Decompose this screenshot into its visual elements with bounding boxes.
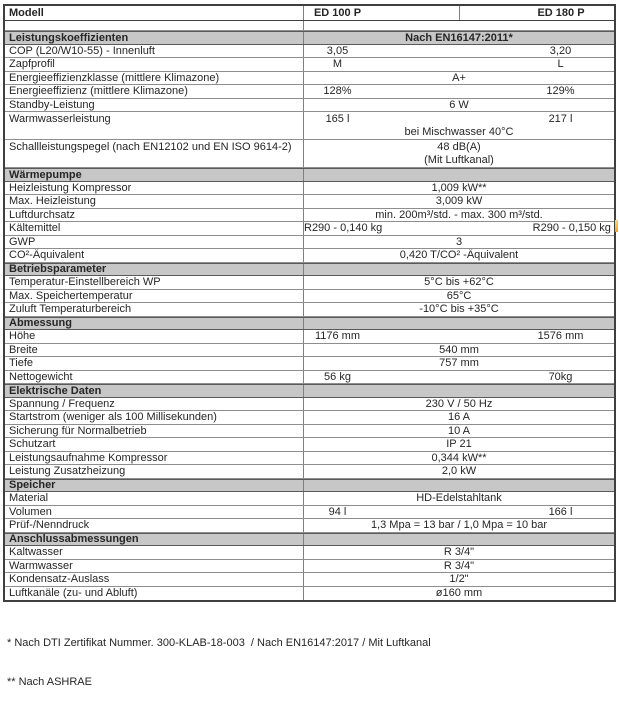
value-shared: 10 A xyxy=(447,424,471,437)
value-ed100p: M xyxy=(332,58,343,71)
row-values xyxy=(304,112,614,139)
value-line xyxy=(304,344,614,357)
table-row xyxy=(5,140,614,168)
table-row xyxy=(5,182,614,196)
value-shared: R 3/4" xyxy=(443,559,475,572)
table-row xyxy=(5,276,614,290)
table-row xyxy=(5,411,614,425)
row-label: Energieeffizienz (mittlere Klimazone) xyxy=(5,85,304,98)
row-label: Kältemittel xyxy=(5,222,304,235)
table-row xyxy=(5,546,614,560)
value-ed100p: 165 l xyxy=(325,113,350,125)
row-values xyxy=(304,330,614,343)
table-row xyxy=(5,236,614,250)
section-row xyxy=(5,31,614,45)
row-label: Spannung / Frequenz xyxy=(5,398,304,411)
value-ed180p: 217 l xyxy=(548,113,573,125)
row-values xyxy=(304,385,614,397)
value-line xyxy=(304,465,614,478)
table-row xyxy=(5,195,614,209)
table-row xyxy=(5,438,614,452)
row-label: Höhe xyxy=(5,330,304,343)
value-line xyxy=(304,72,614,85)
header-col-ed100p: ED 100 P xyxy=(313,7,362,19)
row-label: Tiefe xyxy=(5,357,304,370)
section-row xyxy=(5,168,614,182)
value-ed100p: 94 l xyxy=(328,505,347,518)
value-shared: 1/2" xyxy=(449,573,469,586)
value-ed180p: 70kg xyxy=(548,370,573,383)
value-line xyxy=(304,290,614,303)
row-label: Luftkanäle (zu- und Abluft) xyxy=(5,587,304,601)
value-line xyxy=(304,371,614,384)
table-row xyxy=(5,587,614,601)
table-body xyxy=(5,21,614,600)
value-shared: Nach EN16147:2011* xyxy=(405,31,513,44)
table-row xyxy=(5,357,614,371)
value-note: bei Mischwasser 40°C xyxy=(404,126,514,138)
value-line xyxy=(304,276,614,289)
table-row xyxy=(5,45,614,59)
row-values xyxy=(304,276,614,289)
section-row xyxy=(5,479,614,493)
row-values xyxy=(304,264,614,276)
value-shared: R 3/4" xyxy=(443,546,475,559)
row-label: Standby-Leistung xyxy=(5,99,304,112)
row-values xyxy=(304,318,614,330)
row-label: CO²-Äquivalent xyxy=(5,249,304,262)
row-label: Betriebsparameter xyxy=(5,264,304,276)
value-line xyxy=(304,31,614,44)
row-values xyxy=(304,236,614,249)
highlight-artifact xyxy=(615,220,618,232)
row-values xyxy=(304,587,614,601)
row-values xyxy=(304,398,614,411)
row-label: Anschlussabmessungen xyxy=(5,534,304,546)
row-values xyxy=(304,303,614,316)
value-ed180p: 166 l xyxy=(548,505,573,518)
value-shared: 540 mm xyxy=(439,343,479,356)
table-row xyxy=(5,465,614,479)
row-label: Speicher xyxy=(5,480,304,492)
value-line xyxy=(304,126,614,139)
value-shared: 0,344 kW** xyxy=(431,451,487,464)
value-line xyxy=(304,519,614,532)
table-row xyxy=(5,222,614,236)
row-label: Leistungskoeffizienten xyxy=(5,32,304,44)
value-line xyxy=(304,209,614,222)
row-label: Max. Heizleistung xyxy=(5,195,304,208)
row-values xyxy=(304,357,614,370)
row-values xyxy=(304,169,614,181)
row-label: Heizleistung Kompressor xyxy=(5,182,304,195)
value-ed100p: R290 - 0,140 kg xyxy=(304,222,383,235)
value-line xyxy=(304,452,614,465)
row-values xyxy=(304,492,614,505)
value-ed180p: 3,20 xyxy=(549,44,572,57)
row-label: Material xyxy=(5,492,304,505)
value-line xyxy=(304,330,614,343)
row-label: Luftdurchsatz xyxy=(5,209,304,222)
table-row xyxy=(5,249,614,263)
footnotes xyxy=(7,611,431,702)
value-line xyxy=(304,492,614,505)
value-line xyxy=(304,85,614,98)
value-note: (Mit Luftkanal) xyxy=(424,154,494,166)
footnote-certificate: * Nach DTI Zertifikat Nummer. 300-KLAB-18-003 / Nach EN16147:2017 / Mit Luftkanal xyxy=(7,637,431,649)
footnote-ashrae: ** Nach ASHRAE xyxy=(7,676,92,688)
value-line xyxy=(304,560,614,573)
row-label: Leistung Zusatzheizung xyxy=(5,465,304,478)
row-values xyxy=(304,425,614,438)
row-values xyxy=(304,344,614,357)
value-shared: -10°C bis +35°C xyxy=(419,303,499,316)
value-ed100p: 1176 mm xyxy=(314,330,361,343)
row-label: Kaltwasser xyxy=(5,546,304,559)
value-line xyxy=(304,154,614,167)
row-values xyxy=(304,85,614,98)
row-values xyxy=(304,182,614,195)
row-label: Schutzart xyxy=(5,438,304,451)
row-label xyxy=(5,21,304,30)
value-line xyxy=(304,141,614,154)
header-col-ed180p: ED 180 P xyxy=(459,6,614,20)
row-values xyxy=(304,465,614,478)
table-row xyxy=(5,560,614,574)
value-line xyxy=(304,573,614,586)
row-label: GWP xyxy=(5,236,304,249)
row-values xyxy=(304,140,614,167)
value-ed180p: 1576 mm xyxy=(537,330,584,343)
value-shared: A+ xyxy=(452,71,466,84)
value-line xyxy=(304,182,614,195)
table-row xyxy=(5,344,614,358)
row-label: Prüf-/Nenndruck xyxy=(5,519,304,532)
value-shared: 230 V / 50 Hz xyxy=(425,397,493,410)
row-values xyxy=(304,45,614,58)
table-row xyxy=(5,371,614,385)
value-shared: 0,420 T/CO² -Äquivalent xyxy=(399,249,519,262)
row-values xyxy=(304,411,614,424)
row-label: Sicherung für Normalbetrieb xyxy=(5,425,304,438)
row-values xyxy=(304,519,614,532)
row-values xyxy=(304,72,614,85)
value-line xyxy=(304,546,614,559)
row-values xyxy=(304,560,614,573)
row-values xyxy=(304,99,614,112)
value-line xyxy=(304,506,614,519)
value-line xyxy=(304,587,614,600)
spacer-row xyxy=(5,21,614,31)
value-ed100p: 128% xyxy=(323,85,352,98)
row-label: Warmwasserleistung xyxy=(5,112,304,139)
row-label: Wärmepumpe xyxy=(5,169,304,181)
value-shared: 1,009 kW** xyxy=(431,181,487,194)
value-line xyxy=(304,425,614,438)
row-label: Temperatur-Einstellbereich WP xyxy=(5,276,304,289)
row-label: Zapfprofil xyxy=(5,58,304,71)
row-values xyxy=(304,249,614,262)
value-ed180p: R290 - 0,150 kg xyxy=(532,222,611,235)
row-values xyxy=(304,573,614,586)
value-shared: 3 xyxy=(455,235,463,248)
value-shared: HD-Edelstahltank xyxy=(416,492,502,505)
row-values xyxy=(304,209,614,222)
table-row xyxy=(5,303,614,317)
row-values xyxy=(304,32,614,44)
value-line xyxy=(304,411,614,424)
value-shared: ø160 mm xyxy=(435,587,483,600)
row-label: Schallleistungspegel (nach EN12102 und EN ISO 9614-2) xyxy=(5,140,304,167)
row-label: Breite xyxy=(5,344,304,357)
table-row xyxy=(5,209,614,223)
row-values xyxy=(304,546,614,559)
table-row xyxy=(5,85,614,99)
section-row xyxy=(5,533,614,547)
row-values xyxy=(304,506,614,519)
value-ed180p: 129% xyxy=(546,85,575,98)
value-line xyxy=(304,357,614,370)
table-row xyxy=(5,519,614,533)
value-line xyxy=(304,222,614,235)
value-shared: IP 21 xyxy=(446,438,472,451)
row-values xyxy=(304,452,614,465)
row-values xyxy=(304,371,614,384)
table-row xyxy=(5,425,614,439)
spec-table xyxy=(3,4,616,602)
table-row xyxy=(5,290,614,304)
value-line xyxy=(304,249,614,262)
row-label: Elektrische Daten xyxy=(5,385,304,397)
value-line xyxy=(304,438,614,451)
table-row xyxy=(5,452,614,466)
section-row xyxy=(5,263,614,277)
value-shared: 3,009 kW xyxy=(435,195,483,208)
row-label: Energieeffizienzklasse (mittlere Klimazone) xyxy=(5,72,304,85)
row-label: Abmessung xyxy=(5,318,304,330)
value-line xyxy=(304,398,614,411)
value-line xyxy=(304,99,614,112)
table-row xyxy=(5,58,614,72)
row-values xyxy=(304,480,614,492)
value-shared: 16 A xyxy=(447,411,471,424)
section-row xyxy=(5,317,614,331)
row-values xyxy=(304,438,614,451)
row-label: Warmwasser xyxy=(5,560,304,573)
table-header-row xyxy=(5,6,614,21)
table-row xyxy=(5,398,614,412)
value-line xyxy=(304,113,614,126)
value-shared: min. 200m³/std. - max. 300 m³/std. xyxy=(375,208,543,221)
table-row xyxy=(5,112,614,140)
value-shared: 6 W xyxy=(449,98,469,111)
table-row xyxy=(5,99,614,113)
value-line xyxy=(304,45,614,58)
row-values xyxy=(304,534,614,546)
table-row xyxy=(5,492,614,506)
row-label: Leistungsaufnahme Kompressor xyxy=(5,452,304,465)
value-shared: 65°C xyxy=(446,289,472,302)
row-label: COP (L20/W10-55) - Innenluft xyxy=(5,45,304,58)
value-shared: 5°C bis +62°C xyxy=(424,276,494,289)
value-shared: 1,3 Mpa = 13 bar / 1,0 Mpa = 10 bar xyxy=(370,519,548,532)
header-model-label: Modell xyxy=(5,6,304,20)
row-label: Max. Speichertemperatur xyxy=(5,290,304,303)
table-row xyxy=(5,573,614,587)
value-ed100p: 3,05 xyxy=(326,44,349,57)
section-row xyxy=(5,384,614,398)
value-shared: 2,0 kW xyxy=(441,465,477,478)
value-ed180p: L xyxy=(557,58,564,71)
value-line xyxy=(304,58,614,71)
row-values xyxy=(304,195,614,208)
value-line xyxy=(304,303,614,316)
row-label: Nettogewicht xyxy=(5,371,304,384)
row-values xyxy=(304,21,614,30)
row-values xyxy=(304,58,614,71)
table-row xyxy=(5,72,614,86)
value-shared: 48 dB(A) xyxy=(437,141,481,153)
row-label: Zuluft Temperaturbereich xyxy=(5,303,304,316)
row-values xyxy=(304,222,614,235)
row-label: Kondensatz-Auslass xyxy=(5,573,304,586)
value-line xyxy=(304,236,614,249)
table-row xyxy=(5,506,614,520)
row-label: Volumen xyxy=(5,506,304,519)
value-line xyxy=(304,195,614,208)
value-ed100p: 56 kg xyxy=(324,370,351,383)
row-label: Startstrom (weniger als 100 Millisekunden) xyxy=(5,411,304,424)
table-row xyxy=(5,330,614,344)
row-values xyxy=(304,290,614,303)
value-shared: 757 mm xyxy=(439,357,479,370)
